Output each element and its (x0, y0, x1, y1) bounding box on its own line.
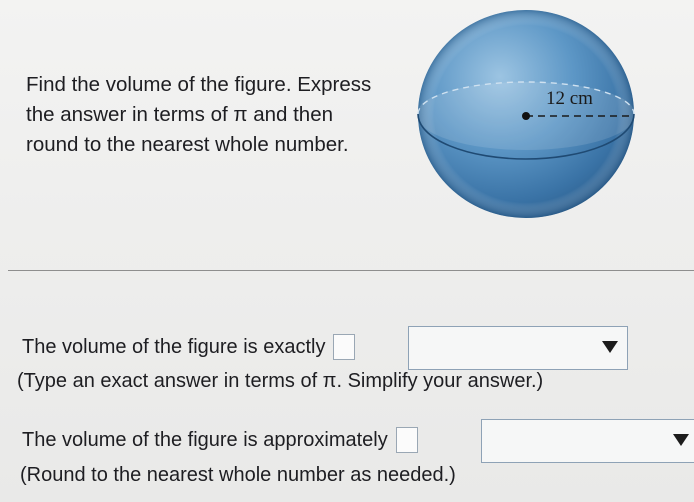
approx-volume-row (22, 427, 418, 453)
center-point (522, 112, 530, 120)
approx-volume-unit-dropdown[interactable] (481, 419, 694, 463)
approx-volume-prompt: The volume of the figure is approximately (22, 428, 388, 451)
question-text (26, 70, 426, 160)
question-line: round to the nearest whole number. (26, 133, 349, 156)
exact-volume-row (22, 334, 355, 360)
chevron-down-icon[interactable] (602, 341, 618, 353)
exact-volume-hint: (Type an exact answer in terms of π. Simplify your answer.) (17, 370, 544, 392)
exact-volume-prompt: The volume of the figure is exactly (22, 335, 326, 358)
question-line: Find the volume of the figure. Express (26, 73, 372, 96)
sphere-figure (413, 8, 643, 228)
approx-volume-input[interactable] (396, 427, 418, 453)
exact-volume-input[interactable] (333, 334, 355, 360)
section-divider (8, 270, 694, 271)
question-line: the answer in terms of π and then (26, 103, 333, 126)
radius-label: 12 cm (546, 88, 593, 109)
exact-volume-unit-dropdown[interactable] (408, 326, 628, 370)
approx-volume-hint: (Round to the nearest whole number as needed.) (20, 464, 456, 486)
chevron-down-icon[interactable] (673, 434, 689, 446)
